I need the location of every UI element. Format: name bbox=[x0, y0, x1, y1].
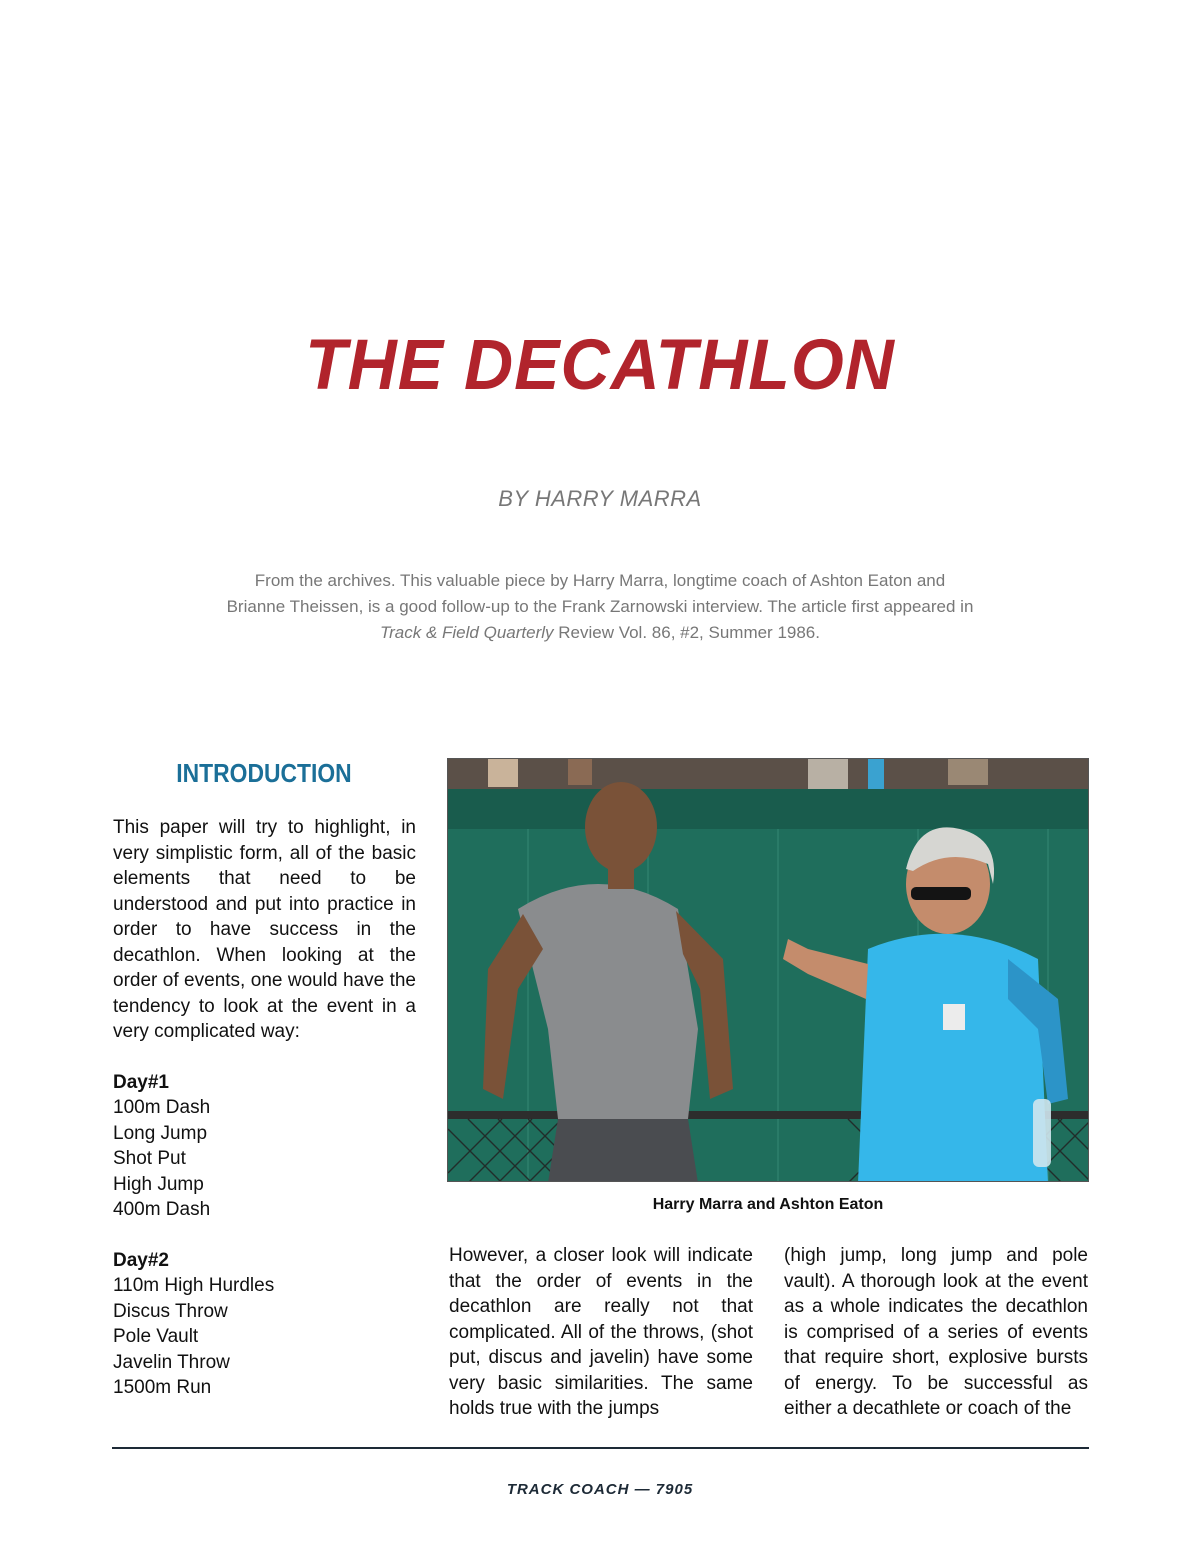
section-heading: INTRODUCTION bbox=[176, 758, 352, 788]
editor-note-text-end: Review Vol. 86, #2, Summer 1986. bbox=[553, 623, 820, 642]
event-item: High Jump bbox=[113, 1173, 204, 1195]
day-heading: Day#1 bbox=[113, 1071, 169, 1093]
page-footer: TRACK COACH — 7905 bbox=[506, 1481, 694, 1498]
body-column-2: (high jump, long jump and pole vault). A thorough look at the event as a whole indicates the decathlon is comprised of a series of events that require short, explosive bursts of energy. To be successful as either a decathlete or coach of the bbox=[784, 1245, 1088, 1419]
event-item: Long Jump bbox=[113, 1122, 208, 1144]
day-1-list bbox=[113, 1070, 416, 1223]
athlete-and-coach-photo bbox=[448, 759, 1089, 1182]
article-photo bbox=[447, 758, 1089, 1182]
event-item: Shot Put bbox=[113, 1148, 186, 1169]
editor-note bbox=[226, 568, 974, 646]
author-byline: BY HARRY MARRA bbox=[498, 486, 702, 511]
event-item: Discus Throw bbox=[113, 1300, 228, 1322]
event-item: Pole Vault bbox=[113, 1326, 199, 1347]
photo-caption: Harry Marra and Ashton Eaton bbox=[652, 1196, 884, 1213]
event-item: 400m Dash bbox=[113, 1199, 211, 1220]
publication-name: Track & Field Quarterly bbox=[380, 623, 554, 642]
day-heading: Day#2 bbox=[113, 1249, 169, 1271]
body-column-1: However, a closer look will indicate that the order of events in the decathlon are really not that complicated. All of the throws, (shot put, discus and javelin) have some very basic similarities. The same holds true with the jumps bbox=[449, 1245, 753, 1419]
article-title: THE DECATHLON bbox=[305, 325, 895, 405]
introduction-column bbox=[113, 815, 416, 1401]
event-item: 1500m Run bbox=[113, 1377, 212, 1398]
event-item: 110m High Hurdles bbox=[113, 1275, 275, 1296]
editor-note-text: From the archives. This valuable piece by Harry Marra, longtime coach of Ashton Eaton and Brianne Theissen, is a good follow-up to the Frank Zarnowski interview. The article first appeared in bbox=[226, 571, 974, 616]
introduction-paragraph: This paper will try to highlight, in very simplistic form, all of the basic elements that need to be understood and put into practice in order to have success in the decathlon. When looking at the order of events, one would have the tendency to look at the event in a very complicated way: bbox=[113, 817, 416, 1042]
event-item: Javelin Throw bbox=[113, 1351, 230, 1373]
footer-divider bbox=[112, 1447, 1089, 1449]
day-2-list bbox=[113, 1248, 416, 1401]
event-item: 100m Dash bbox=[113, 1097, 211, 1118]
